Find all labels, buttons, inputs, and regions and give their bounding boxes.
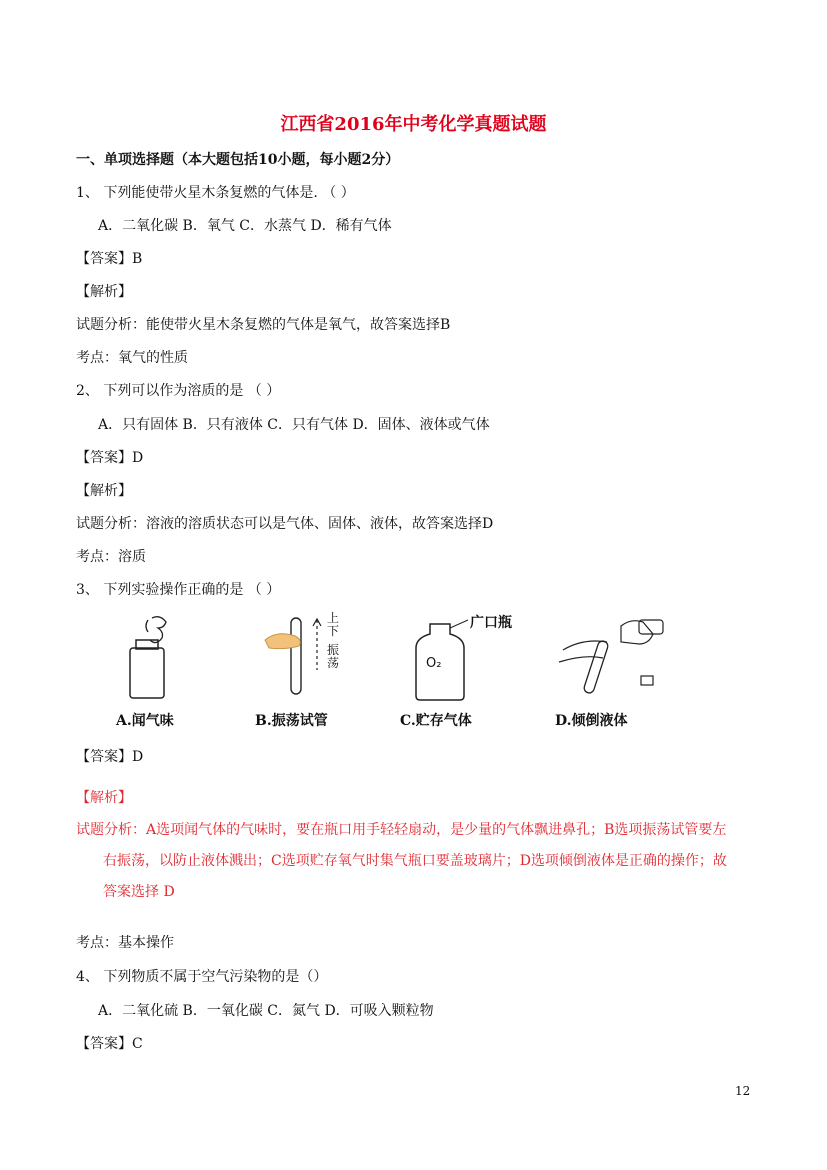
question-2-options: A．只有固体 B．只有液体 C．只有气体 D．固体、液体或气体 — [98, 417, 490, 433]
question-3-answer: 【答案】D — [76, 749, 144, 765]
figure-c — [400, 610, 512, 729]
question-3-analysis — [76, 815, 756, 908]
question-3-analysis-line-3: 答案选择 D — [103, 884, 175, 900]
figure-a-caption: A.闻气味 — [116, 713, 174, 729]
question-2-stem: 2、 下列可以作为溶质的是 （ ） — [76, 383, 281, 399]
question-3-point: 考点：基本操作 — [76, 935, 174, 951]
question-1-stem: 1、 下列能使带火星木条复燃的气体是. （ ） — [76, 185, 355, 201]
section-heading: 一、单项选择题（本大题包括10小题，每小题2分） — [76, 152, 400, 168]
page-number: 12 — [735, 1084, 751, 1098]
question-4-stem: 4、 下列物质不属于空气污染物的是（） — [76, 969, 328, 985]
question-1-answer: 【答案】B — [76, 251, 143, 267]
question-3-analysis-heading: 【解析】 — [76, 790, 132, 806]
question-1-analysis: 试题分析：能使带火星木条复燃的气体是氧气，故答案选择B — [76, 317, 451, 333]
question-2-point: 考点：溶质 — [76, 549, 146, 565]
question-4-options: A．二氧化硫 B．一氧化碳 C．氮气 D．可吸入颗粒物 — [98, 1003, 434, 1019]
question-3-analysis-line-1: 试题分析：A选项闻气体的气味时，要在瓶口用手轻轻扇动，是少量的气体飘进鼻孔；B选项振荡试管要左 — [76, 822, 727, 838]
figure-d — [555, 610, 675, 729]
question-1-analysis-heading: 【解析】 — [76, 284, 132, 300]
question-2-analysis: 试题分析：溶液的溶质状态可以是气体、固体、液体，故答案选择D — [76, 516, 494, 532]
question-1-point: 考点：氧气的性质 — [76, 350, 188, 366]
label-wide-mouth-bottle: 广口瓶 — [470, 615, 512, 631]
label-down: 下 — [327, 624, 340, 638]
label-shake-1: 振 — [327, 643, 340, 657]
figure-c-caption: C.贮存气体 — [400, 713, 472, 729]
question-3-stem: 3、 下列实验操作正确的是 （ ） — [76, 582, 281, 598]
figure-b-caption: B.振荡试管 — [255, 713, 328, 729]
question-2-answer: 【答案】D — [76, 450, 144, 466]
question-2-analysis-heading: 【解析】 — [76, 483, 132, 499]
question-3-analysis-line-2: 右振荡，以防止液体溅出；C选项贮存氧气时集气瓶口要盖玻璃片；D选项倾倒液体是正确的操作；故 — [103, 853, 727, 869]
figure-d-caption: D.倾倒液体 — [555, 713, 628, 729]
label-up: 上 — [327, 611, 340, 625]
pour-liquid-illustration — [555, 610, 675, 710]
page-title: 江西省2016年中考化学真题试题 — [280, 114, 547, 135]
shake-tube-illustration — [255, 610, 365, 710]
label-o2: O₂ — [426, 656, 442, 671]
label-shake-2: 荡 — [327, 656, 340, 670]
question-4-answer: 【答案】C — [76, 1036, 143, 1052]
question-3-figures — [110, 610, 670, 735]
smell-gas-illustration — [110, 610, 190, 710]
figure-b — [255, 610, 365, 729]
question-1-options: A．二氧化碳 B．氧气 C．水蒸气 D．稀有气体 — [98, 218, 392, 234]
figure-a — [110, 610, 190, 729]
